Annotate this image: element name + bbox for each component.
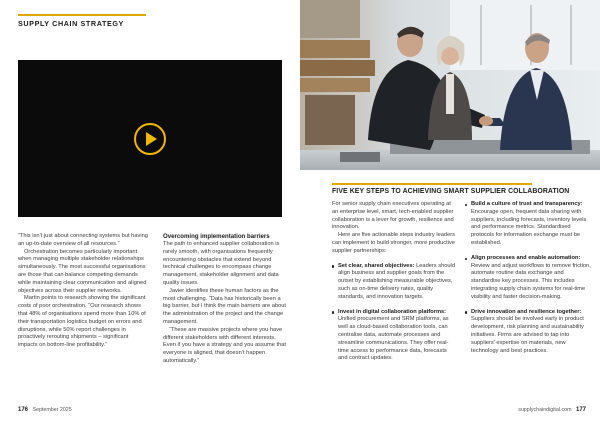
section-title: SUPPLY CHAIN STRATEGY	[18, 18, 124, 28]
play-icon	[144, 132, 158, 146]
subheading: Overcoming implementation barriers	[163, 233, 270, 240]
step-lead: Align processes and enable automation:	[471, 254, 581, 261]
right-footer	[518, 407, 586, 413]
step-item	[465, 201, 593, 248]
issue-date: September 2025	[32, 407, 72, 413]
play-button[interactable]	[134, 123, 166, 155]
paragraph: “This isn’t just about connecting systems but having an up-to-date overview of all resources.”	[18, 233, 148, 247]
article-rule	[332, 183, 532, 185]
section-rule	[18, 14, 146, 16]
step-item	[332, 263, 457, 302]
right-column-1	[332, 201, 457, 363]
step-lead: Set clear, shared objectives:	[338, 262, 415, 269]
left-footer	[18, 407, 72, 413]
website: supplychaindigital.com	[518, 407, 572, 413]
article-title: FIVE KEY STEPS TO ACHIEVING SMART SUPPLIER COLLABORATION	[332, 187, 570, 195]
step-text: Unified procurement and SRM platforms, as well as cloud-based collaboration tools, can centralise data, automate processes and streamline communications. They offer real-time access to performance data, forecasts and contract updates.	[338, 316, 449, 362]
step-item	[465, 309, 593, 356]
handshake-photo-illustration	[300, 0, 600, 170]
handshake-photo	[300, 0, 600, 170]
page-number: 177	[575, 407, 586, 413]
step-item	[332, 309, 457, 364]
video-player[interactable]	[18, 60, 282, 217]
paragraph: For senior supply chain executives operating at an enterprise level, smart, tech-enabled supplier collaboration is a lever for growth, resilience and innovation.	[332, 201, 454, 231]
paragraph: “These are massive projects where you have different stakeholders with different interests. Even if you have a strategy and you assume that everyone is aligned, that doesn’t happen automatically.”	[163, 326, 286, 364]
left-column-1	[18, 233, 148, 350]
step-lead: Drive innovation and resilience together:	[471, 308, 582, 315]
step-text: Encourage open, frequent data sharing with suppliers, including forecasts, inventory levels and performance metrics. Standardised protocols for information exchange must be established.	[471, 208, 587, 246]
right-page	[300, 0, 600, 424]
paragraph: Javier identifies these human factors as the most challenging. “Data has historically been a big barrier, but I think the main barriers are about the administration of the project and the change management.	[163, 287, 286, 325]
step-lead: Invest in digital collaboration platforms:	[338, 308, 447, 315]
section-header	[18, 14, 288, 28]
step-item	[465, 255, 593, 302]
paragraph: Martin points to research showing the significant costs of poor orchestration. “Our research shows that 48% of organisations spend more than 10% of their transportation logistics budget on errors and disruptions, while 50% report challenges in proactively rerouting shipments – significant impacts on bottom-line profitability.”	[18, 295, 146, 349]
page-number: 176	[18, 407, 29, 413]
left-column-2	[163, 233, 287, 366]
paragraph: Orchestration becomes particularly important when managing multiple stakeholder relationships simultaneously. The most successful organisations are those that can balance competing demands while maintaining clear communication and aligned objectives across their supplier networks.	[18, 248, 147, 294]
right-column-2	[465, 201, 593, 355]
step-lead: Build a culture of trust and transparency:	[471, 201, 583, 207]
paragraph: Here are five actionable steps industry leaders can implement to build stronger, more productive supplier partnerships:	[332, 232, 455, 254]
step-text: Review and adjust workflows to remove friction, automate routine data exchange and standardise key processes. This includes integrating supply chain systems for real-time visibility and faster decision-making.	[471, 262, 591, 300]
step-text: Leaders should align business and supplier goals from the outset by establishing measurable objectives, such as on-time delivery rates, quality standards, and innovation targets.	[338, 262, 455, 300]
step-text: Suppliers should be involved early in product development, risk planning and sustainability initiatives. Firms are advised to tap into suppliers’ expertise on materials, new technology and best practices.	[471, 316, 584, 354]
article-header	[332, 183, 594, 195]
paragraph: The path to enhanced supplier collaboration is rarely smooth, with organisations frequently encountering obstacles that extend beyond technical challenges to encompass change management, stakeholder alignment and data quality issues.	[163, 241, 280, 286]
